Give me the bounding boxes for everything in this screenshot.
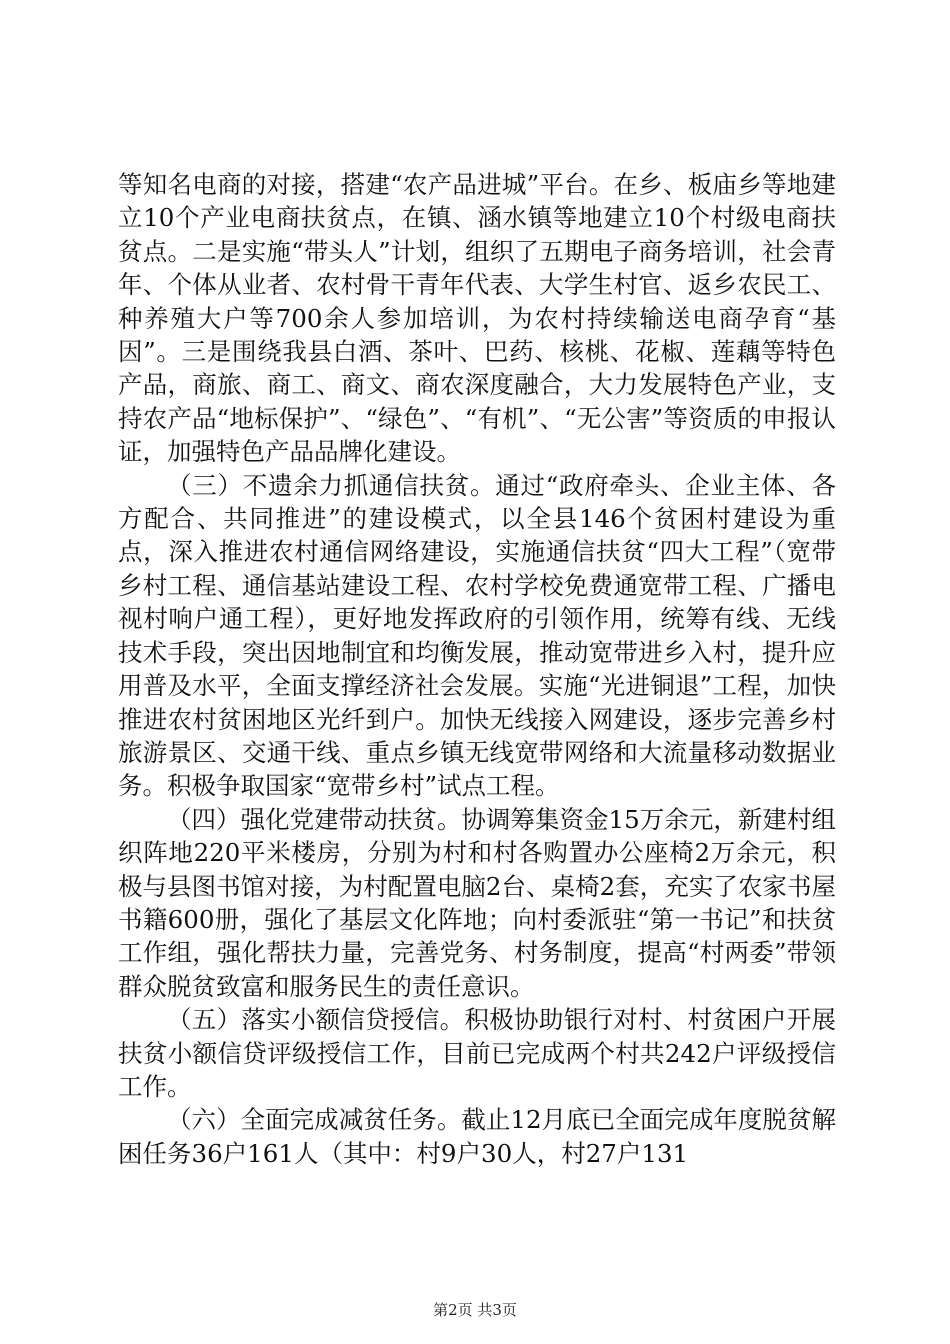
document-body	[118, 168, 836, 1170]
paragraph-party-building: （四）强化党建带动扶贫。协调筹集资金15万余元，新建村组织阵地220平米楼房，分别为村和村各购置办公座椅2万余元，积极与县图书馆对接，为村配置电脑2台、桌椅2套，充实了农家书屋书籍600册，强化了基层文化阵地；向村委派驻“第一书记”和扶贫工作组，强化帮扶力量，完善党务、村务制度，提高“村两委”带领群众脱贫致富和服务民生的责任意识。	[118, 804, 836, 1001]
page-footer	[0, 1299, 950, 1320]
paragraph-telecom-poverty-relief: （三）不遗余力抓通信扶贫。通过“政府牵头、企业主体、各方配合、共同推进”的建设模式，以全县146个贫困村建设为重点，深入推进农村通信网络建设，实施通信扶贫“四大工程”（宽带乡村工程、通信基站建设工程、农村学校免费通宽带工程、广播电视村响户通工程），更好地发挥政府的引领作用，统筹有线、无线技术手段，突出因地制宜和均衡发展，推动宽带进乡入村，提升应用普及水平，全面支撑经济社会发展。实施“光进铜退”工程，加快推进农村贫困地区光纤到户。加快无线接入网建设，逐步完善乡村旅游景区、交通干线、重点乡镇无线宽带网络和大流量移动数据业务。积极争取国家“宽带乡村”试点工程。	[118, 470, 836, 801]
paragraph-microcredit: （五）落实小额信贷授信。积极协助银行对村、村贫困户开展扶贫小额信贷评级授信工作，目前已完成两个村共242户评级授信工作。	[118, 1005, 836, 1101]
page-number-label: 第2页 共3页	[433, 1301, 517, 1319]
paragraph-ecommerce-continued: 等知名电商的对接，搭建“农产品进城”平台。在乡、板庙乡等地建立10个产业电商扶贫点，在镇、涵水镇等地建立10个村级电商扶贫点。二是实施“带头人”计划，组织了五期电子商务培训，社会青年、个体从业者、农村骨干青年代表、大学生村官、返乡农民工、种养殖大户等700余人参加培训，为农村持续输送电商孕育“基因”。三是围绕我县白酒、茶叶、巴药、核桃、花椒、莲藕等特色产品，商旅、商工、商文、商农深度融合，大力发展特色产业，支持农产品“地标保护”、“绿色”、“有机”、“无公害”等资质的申报认证，加强特色产品品牌化建设。	[118, 170, 836, 467]
paragraph-poverty-reduction: （六）全面完成减贫任务。截止12月底已全面完成年度脱贫解困任务36户161人（其中：村9户30人，村27户131	[118, 1105, 836, 1168]
